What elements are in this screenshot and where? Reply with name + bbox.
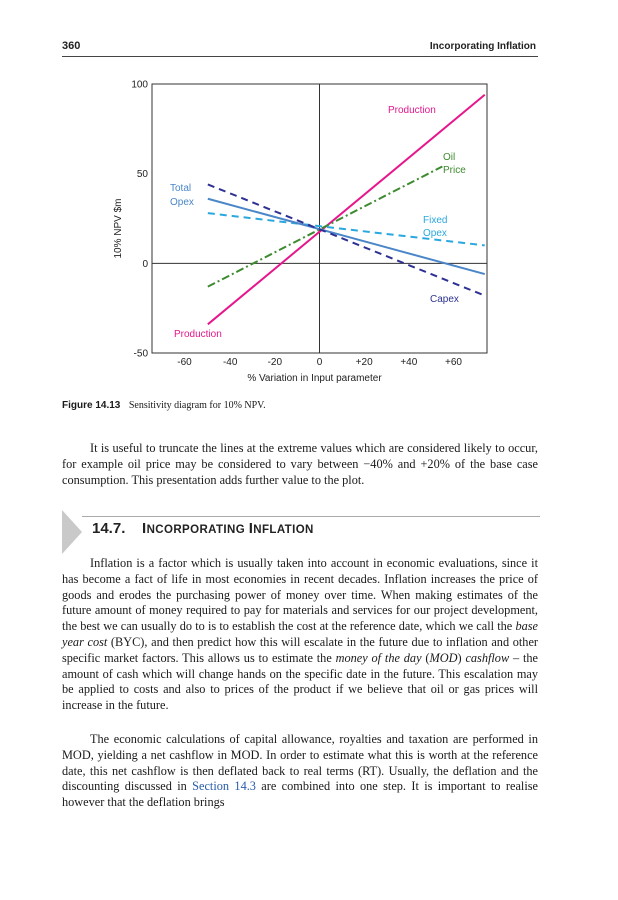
paragraph-truncate: It is useful to truncate the lines at the extreme values which are considered likely to occur, for example oil price may be considered to vary between −40% and +20% of the base case consumption. This presentation adds further value to the plot.	[62, 441, 538, 487]
page-number: 360	[62, 40, 81, 52]
y-tick-label: 100	[131, 79, 148, 91]
y-tick-label: -50	[133, 348, 148, 360]
figure-caption-text: Sensitivity diagram for 10% NPV.	[128, 400, 266, 411]
label-production-bottom: Production	[174, 329, 222, 340]
label-production-top: Production	[388, 105, 436, 116]
label-fixed-opex: Opex	[423, 228, 447, 239]
sensitivity-chart	[0, 0, 618, 400]
term-cashflow: cashflow	[465, 650, 510, 665]
figure-caption	[62, 400, 266, 411]
p3-text-2: are combined into one step. It is important to realise however that the deflation brings	[62, 779, 538, 810]
label-fixed: Fixed	[423, 215, 448, 226]
section-title-initial-2: I	[248, 520, 254, 537]
x-tick-label: 0	[316, 357, 323, 368]
p2-text-4: )	[457, 650, 466, 665]
x-tick-label: +40	[400, 357, 418, 368]
p2-text-5: – the amount of cash which will change hands on the specific date in the future. This escalation may be applied to costs and also to prices of the product if we believe that oil or gas prices will increase in the future.	[62, 650, 539, 713]
label-total: Total	[170, 183, 192, 194]
p2-text-2: (BYC), and then predict how this will escalate in the future due to inflation and other specific market factors. This allows us to estimate the	[62, 634, 538, 665]
x-tick-label: -20	[267, 357, 283, 368]
section-arrow-icon	[62, 510, 82, 554]
running-title: Incorporating Inflation	[429, 41, 536, 52]
y-tick-label: 0	[142, 258, 148, 270]
section-title-initial-1: I	[142, 520, 147, 537]
x-tick-label: -60	[177, 357, 192, 368]
y-axis-label: 10% NPV $m	[113, 198, 124, 259]
section-title-rest-1: NCORPORATING	[146, 524, 249, 536]
x-axis-label: % Variation in Input parameter	[247, 373, 382, 384]
section-14-3-link[interactable]: Section 14.3	[192, 779, 256, 794]
section-heading	[62, 508, 540, 554]
section-title-rest-2: NFLATION	[253, 524, 314, 536]
term-money-of-the-day: money of the day	[335, 650, 422, 665]
line-oil-price	[208, 166, 443, 286]
label-oil: Oil	[443, 152, 456, 163]
y-tick-label: 50	[136, 169, 148, 181]
x-tick-label: +60	[445, 357, 462, 368]
term-mod: MOD	[429, 650, 458, 665]
line-capex	[208, 184, 485, 295]
p2-text-1: Inflation is a factor which is usually taken into account in economic evaluations, since it has become a fact of life in most economies in recent decades. Inflation increases the price of goods and erodes the purchasing power of money over time. When making estimates of the future amount of money required to pay for materials and services for our project development, the best we can usually do to is to establish the cost at the reference date, which we call the	[62, 556, 538, 634]
section-rule	[82, 516, 540, 517]
p3-text-1: The economic calculations of capital allowance, royalties and taxation are performed in MOD, yielding a net cashflow in MOD. In order to estimate what this is worth at the reference date, this net cashflow is then deflated back to real terms (RT). Usually, the deflation and the discounting discussed in	[62, 732, 538, 794]
label-total-opex: Opex	[170, 197, 194, 208]
section-title	[142, 520, 314, 537]
section-number: 14.7.	[92, 520, 126, 537]
label-price: Price	[443, 165, 466, 176]
paragraph-economic-calc	[62, 732, 538, 811]
x-tick-label: -40	[222, 357, 238, 368]
x-tick-label: +20	[355, 357, 373, 368]
label-capex: Capex	[430, 294, 459, 305]
figure-label: Figure 14.13	[62, 400, 121, 411]
paragraph-inflation	[62, 556, 538, 714]
p2-text-3: (	[421, 650, 430, 665]
term-base-year-cost: base year cost	[62, 619, 538, 649]
